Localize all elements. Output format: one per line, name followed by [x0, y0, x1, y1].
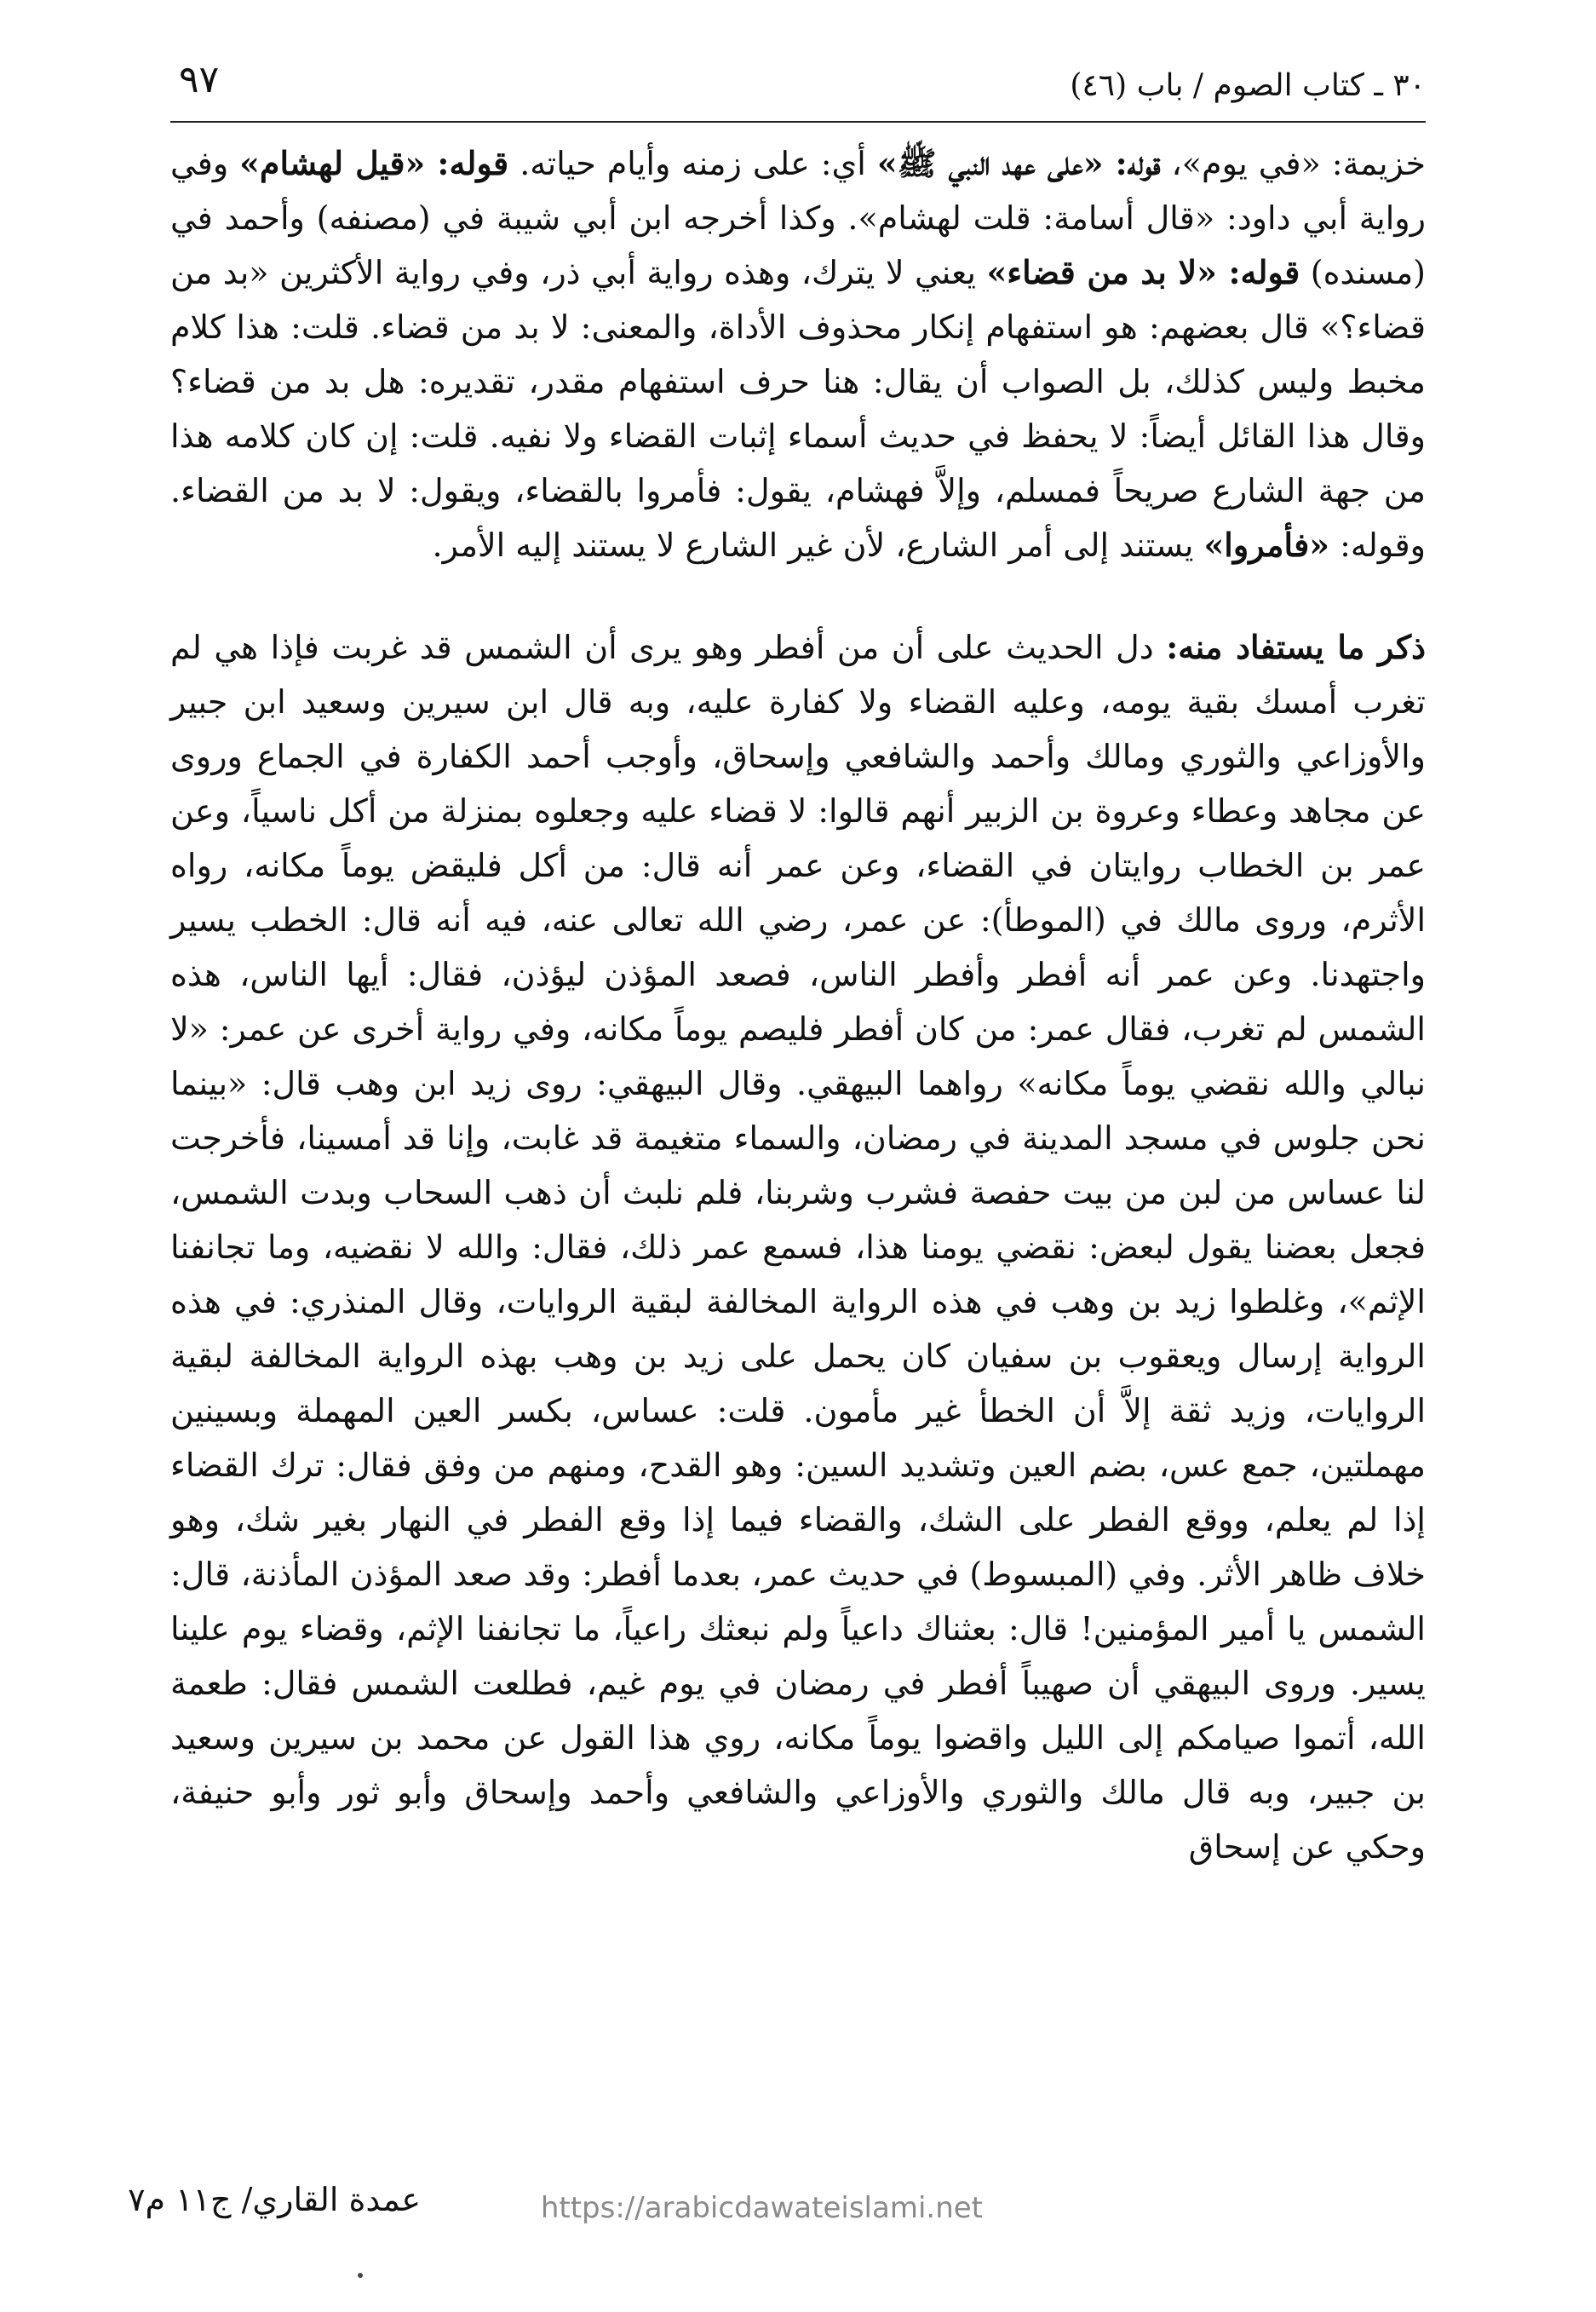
volume-signature: عمدة القاري/ ج١١ م٧ [128, 2181, 421, 2218]
bold-lemma: قوله: «على عهد النبي ﷺ» [876, 144, 1161, 182]
bold-lemma: قوله: «لا بد من قضاء» [986, 253, 1300, 291]
text-run: دل الحديث على أن من أفطر وهو يرى أن الشمس قد غربت فإذا هي لم تغرب أمسك بقية يومه، وعليه القضاء ولا كفارة عليه، وبه قال ابن سيرين وسعيد ابن جبير والأوزاعي والثوري ومالك وأحمد والشافعي وإسحاق، وأوجب أحمد الكفارة في الجماع وروى عن مجاهد وعطاء وعروة بن الزبير أنهم قالوا: لا قضاء عليه وجعلوه بمنزلة من أكل ناسياً، وعن عمر بن الخطاب روايتان في القضاء، وعن عمر أنه قال: من أكل فليقض يوماً مكانه، رواه الأثرم، وروى مالك في (الموطأ): عن عمر، رضي الله تعالى عنه، فيه أنه قال: الخطب يسير واجتهدنا. وعن عمر أنه أفطر وأفطر الناس، فصعد المؤذن ليؤذن، فقال: أيها الناس، هذه الشمس لم تغرب، فقال عمر: من كان أفطر فليصم يوماً مكانه، وفي رواية أخرى عن عمر: «لا نبالي والله نقضي يوماً مكانه» رواهما البيهقي. وقال البيهقي: روى زيد ابن وهب قال: «بينما نحن جلوس في مسجد المدينة في رمضان، والسماء متغيمة قد غابت، وإنا قد أمسينا، فأخرجت لنا عساس من لبن من بيت حفصة فشرب وشربنا، فلم نلبث أن ذهب السحاب وبدت الشمس، فجعل بعضنا يقول لبعض: نقضي يومنا هذا، فسمع عمر ذلك، فقال: والله لا نقضيه، وما تجانفنا الإثم»، وغلطوا زيد بن وهب في هذه الرواية المخالفة لبقية الروايات، وقال المنذري: في هذه الرواية إرسال ويعقوب بن سفيان كان يحمل على زيد بن وهب بهذه الرواية المخالفة لبقية الروايات، وزيد ثقة إلاَّ أن الخطأ غير مأمون. قلت: عساس، بكسر العين المهملة وبسينين مهملتين، جمع عس، بضم العين وتشديد السين: وهو القدح، ومنهم من وفق فقال: ترك القضاء إذا لم يعلم، ووقع الفطر على الشك، والقضاء فيما إذا وقع الفطر في النهار بغير شك، وهو خلاف ظاهر الأثر. وفي (المبسوط) في حديث عمر، بعدما أفطر: وقد صعد المؤذن المأذنة، قال: الشمس يا أمير المؤمنين! قال: بعثناك داعياً ولم نبعثك راعياً، ما تجانفنا الإثم، وقضاء يوم علينا يسير. وروى البيهقي أن صهيباً أفطر في رمضان في يوم غيم، فطلعت الشمس فقال: طعمة الله، أتموا صيامكم إلى الليل واقضوا يوماً مكانه، روي هذا القول عن محمد بن سيرين وسعيد بن جبير، وبه قال مالك والثوري والأوزاعي والشافعي وأحمد وإسحاق وأبو ثور وأبو حنيفة، وحكي عن إسحاق [170, 629, 1426, 1866]
text-run: أي: على زمنه وأيام حياته. [508, 145, 877, 182]
page-number: ٩٧ [179, 58, 220, 101]
text-run: يستند إلى أمر الشارع، لأن غير الشارع لا يستند إليه الأمر. [432, 526, 1204, 564]
page-footer [128, 2181, 1426, 2240]
ink-dot [358, 2273, 363, 2278]
section-heading: ذكر ما يستفاد منه: [1166, 628, 1426, 666]
page-header [170, 53, 1426, 123]
page-body [170, 136, 1426, 1874]
bold-lemma: قوله: «قيل لهشام» [239, 144, 509, 182]
running-head: ٣٠ ـ كتاب الصوم / باب (٤٦) [1070, 68, 1426, 103]
paragraph-benefits [170, 620, 1426, 1874]
paragraph-commentary [170, 136, 1426, 572]
text-run: خزيمة: «في يوم»، [1160, 145, 1426, 182]
text-run: يعني لا يترك، وهذه رواية أبي ذر، وفي رواية الأكثرين «بد من قضاء؟» قال بعضهم: هو استفهام إنكار محذوف الأداة، والمعنى: لا بد من قضاء. قلت: هذا كلام مخبط وليس كذلك، بل الصواب أن يقال: هنا حرف استفهام مقدر، تقديره: هل بد من قضاء؟ وقال هذا القائل أيضاً: لا يحفظ في حديث أسماء إثبات القضاء ولا نفيه. قلت: إن كان كلامه هذا من جهة الشارع صريحاً فمسلم، وإلاَّ فهشام، يقول: فأمروا بالقضاء، ويقول: لا بد من القضاء. وقوله: [170, 254, 1426, 564]
text-run: وفي رواية أبي داود: «قال أسامة: قلت لهشام». وكذا أخرجه ابن أبي شيبة في (مصنفه) وأحمد في (مسنده) [170, 145, 1426, 291]
watermark-url: https://arabicdawateislami.net [540, 2191, 983, 2225]
bold-lemma: «فأمروا» [1203, 526, 1330, 564]
